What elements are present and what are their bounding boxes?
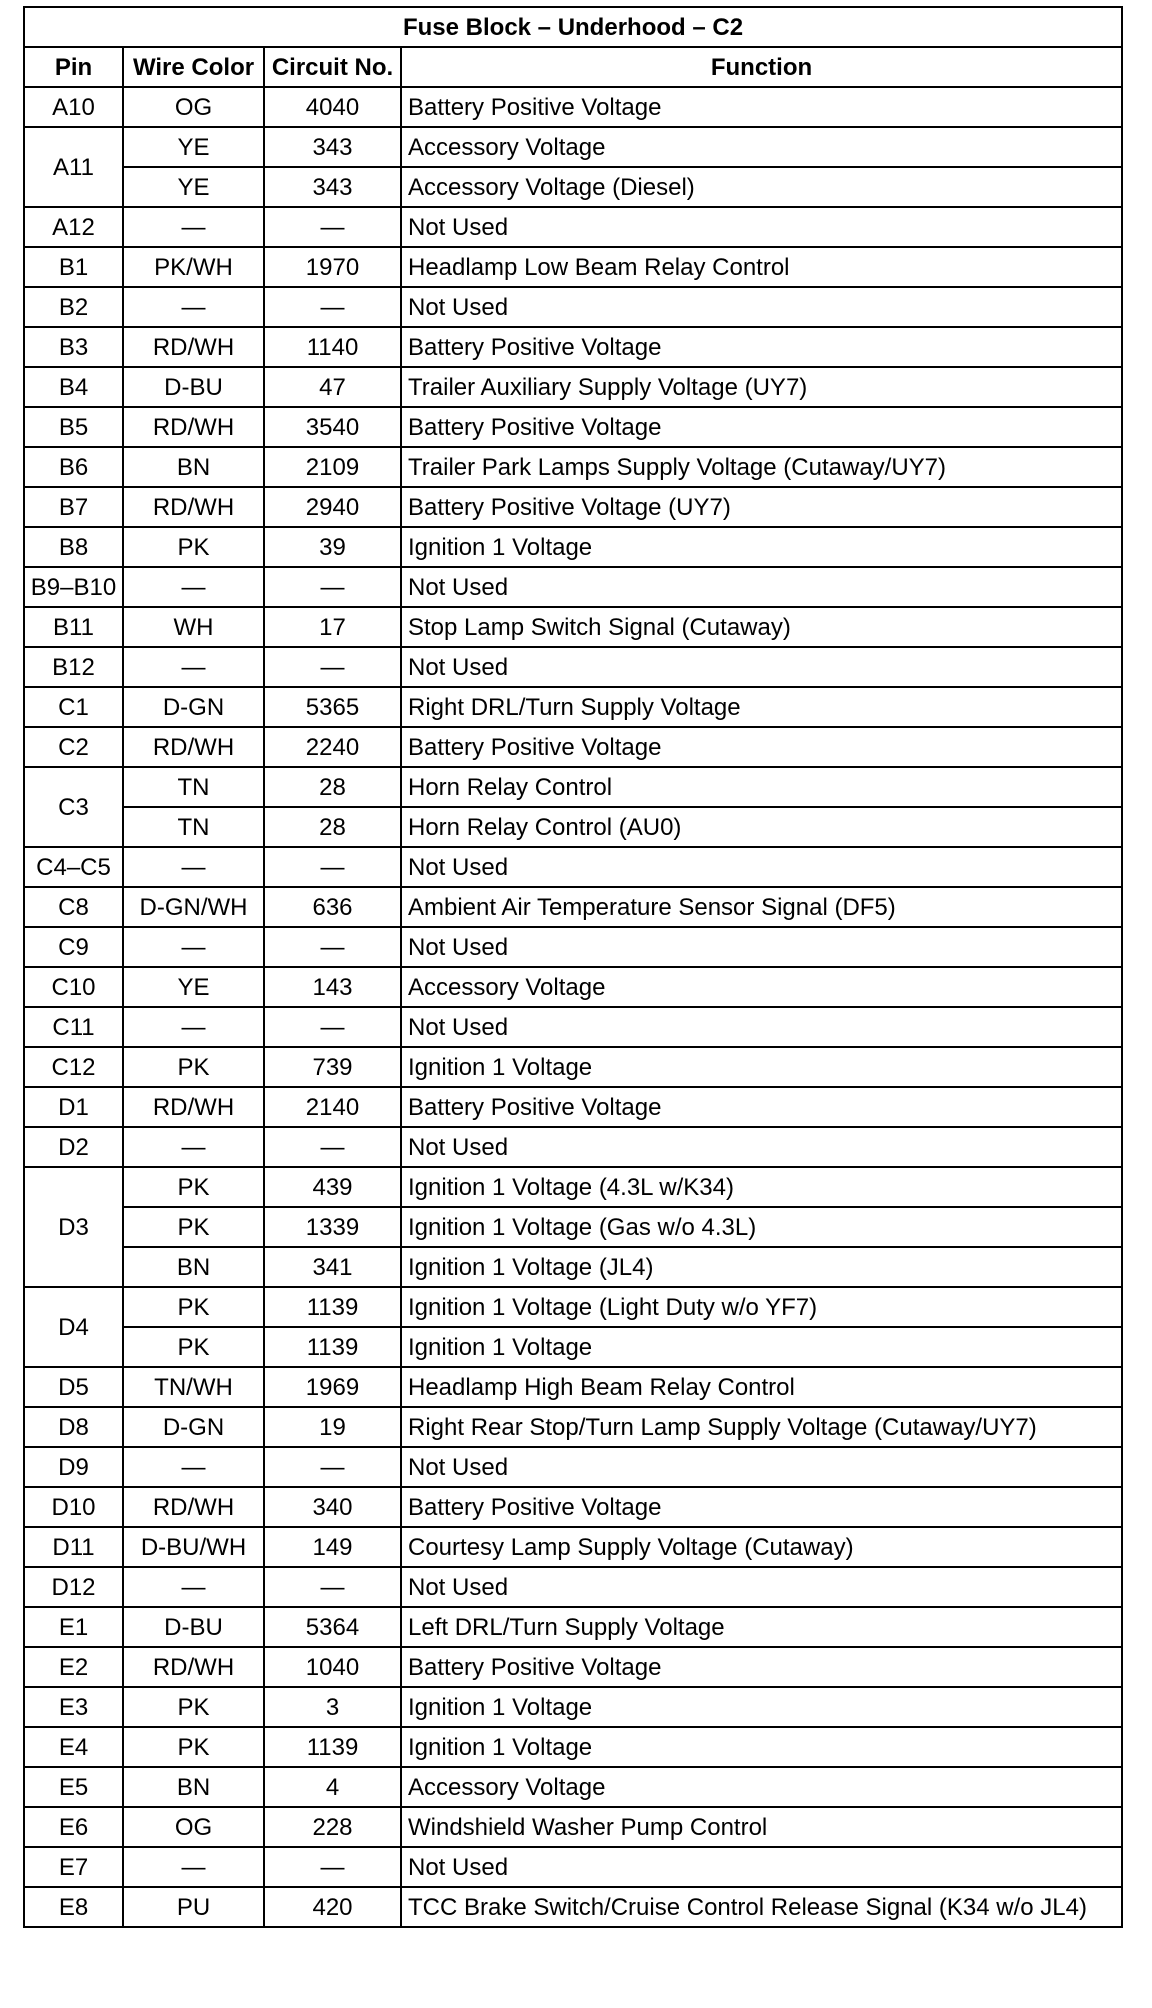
- function-cell: Battery Positive Voltage: [401, 87, 1122, 127]
- circuit-no-cell: 28: [264, 807, 401, 847]
- wire-color-cell: —: [123, 927, 264, 967]
- table-row: [24, 1287, 1122, 1327]
- circuit-no-cell: 149: [264, 1527, 401, 1567]
- circuit-no-cell: 4040: [264, 87, 401, 127]
- function-cell: Ignition 1 Voltage: [401, 527, 1122, 567]
- circuit-no-cell: 636: [264, 887, 401, 927]
- header-wire-color: Wire Color: [123, 47, 264, 87]
- circuit-no-cell: 5365: [264, 687, 401, 727]
- wire-color-cell: —: [123, 847, 264, 887]
- table-row: [24, 247, 1122, 287]
- pin-cell: E6: [24, 1807, 123, 1847]
- function-cell: Ignition 1 Voltage: [401, 1687, 1122, 1727]
- pin-cell: D1: [24, 1087, 123, 1127]
- pin-cell: D2: [24, 1127, 123, 1167]
- table-row: [24, 847, 1122, 887]
- wire-color-cell: BN: [123, 447, 264, 487]
- pin-cell: B12: [24, 647, 123, 687]
- wire-color-cell: D-GN/WH: [123, 887, 264, 927]
- wire-color-cell: OG: [123, 87, 264, 127]
- table-row: [24, 767, 1122, 807]
- circuit-no-cell: 3: [264, 1687, 401, 1727]
- wire-color-cell: —: [123, 1447, 264, 1487]
- wire-color-cell: PK: [123, 527, 264, 567]
- circuit-no-cell: 1140: [264, 327, 401, 367]
- pin-cell: E5: [24, 1767, 123, 1807]
- function-cell: Right DRL/Turn Supply Voltage: [401, 687, 1122, 727]
- pin-cell: B8: [24, 527, 123, 567]
- pin-cell: E3: [24, 1687, 123, 1727]
- wire-color-cell: —: [123, 647, 264, 687]
- wire-color-cell: RD/WH: [123, 1487, 264, 1527]
- function-cell: Ignition 1 Voltage: [401, 1327, 1122, 1367]
- table-row: [24, 1167, 1122, 1207]
- circuit-no-cell: 341: [264, 1247, 401, 1287]
- table-row: [24, 1047, 1122, 1087]
- table-row: [24, 1887, 1122, 1927]
- table-title: Fuse Block – Underhood – C2: [24, 7, 1122, 47]
- table-row: [24, 127, 1122, 167]
- wire-color-cell: —: [123, 287, 264, 327]
- function-cell: Trailer Auxiliary Supply Voltage (UY7): [401, 367, 1122, 407]
- function-cell: Trailer Park Lamps Supply Voltage (Cutaway/UY7): [401, 447, 1122, 487]
- function-cell: Horn Relay Control: [401, 767, 1122, 807]
- table-row: [24, 967, 1122, 1007]
- wire-color-cell: PK: [123, 1727, 264, 1767]
- circuit-no-cell: —: [264, 287, 401, 327]
- function-cell: Battery Positive Voltage: [401, 1087, 1122, 1127]
- function-cell: Courtesy Lamp Supply Voltage (Cutaway): [401, 1527, 1122, 1567]
- circuit-no-cell: 1339: [264, 1207, 401, 1247]
- function-cell: Stop Lamp Switch Signal (Cutaway): [401, 607, 1122, 647]
- function-cell: Ignition 1 Voltage (4.3L w/K34): [401, 1167, 1122, 1207]
- function-cell: Not Used: [401, 1127, 1122, 1167]
- table-row: [24, 167, 1122, 207]
- table-row: [24, 687, 1122, 727]
- table-row: [24, 87, 1122, 127]
- table-row: [24, 1527, 1122, 1567]
- circuit-no-cell: 28: [264, 767, 401, 807]
- pin-cell: E4: [24, 1727, 123, 1767]
- pin-cell: C11: [24, 1007, 123, 1047]
- pin-cell: D10: [24, 1487, 123, 1527]
- pin-cell: D12: [24, 1567, 123, 1607]
- table-row: [24, 1727, 1122, 1767]
- wire-color-cell: PK: [123, 1687, 264, 1727]
- function-cell: Ignition 1 Voltage: [401, 1727, 1122, 1767]
- table-row: [24, 1687, 1122, 1727]
- circuit-no-cell: —: [264, 1007, 401, 1047]
- pin-cell: E8: [24, 1887, 123, 1927]
- table-row: [24, 1127, 1122, 1167]
- function-cell: TCC Brake Switch/Cruise Control Release Signal (K34 w/o JL4): [401, 1887, 1122, 1927]
- header-circuit-no: Circuit No.: [264, 47, 401, 87]
- circuit-no-cell: —: [264, 1567, 401, 1607]
- function-cell: Accessory Voltage (Diesel): [401, 167, 1122, 207]
- circuit-no-cell: —: [264, 207, 401, 247]
- wire-color-cell: D-BU: [123, 1607, 264, 1647]
- function-cell: Not Used: [401, 1567, 1122, 1607]
- function-cell: Accessory Voltage: [401, 127, 1122, 167]
- function-cell: Horn Relay Control (AU0): [401, 807, 1122, 847]
- function-cell: Ambient Air Temperature Sensor Signal (DF5): [401, 887, 1122, 927]
- wire-color-cell: TN: [123, 767, 264, 807]
- circuit-no-cell: 1970: [264, 247, 401, 287]
- wire-color-cell: RD/WH: [123, 727, 264, 767]
- pin-cell: C3: [24, 767, 123, 847]
- function-cell: Not Used: [401, 647, 1122, 687]
- wire-color-cell: PK: [123, 1047, 264, 1087]
- wire-color-cell: PU: [123, 1887, 264, 1927]
- circuit-no-cell: 2240: [264, 727, 401, 767]
- pin-cell: C10: [24, 967, 123, 1007]
- wire-color-cell: TN/WH: [123, 1367, 264, 1407]
- pin-cell: B2: [24, 287, 123, 327]
- circuit-no-cell: 4: [264, 1767, 401, 1807]
- wire-color-cell: PK: [123, 1167, 264, 1207]
- table-row: [24, 1407, 1122, 1447]
- circuit-no-cell: —: [264, 1447, 401, 1487]
- function-cell: Ignition 1 Voltage (Light Duty w/o YF7): [401, 1287, 1122, 1327]
- pin-cell: D8: [24, 1407, 123, 1447]
- wire-color-cell: RD/WH: [123, 1087, 264, 1127]
- pin-cell: D3: [24, 1167, 123, 1287]
- circuit-no-cell: 739: [264, 1047, 401, 1087]
- table-row: [24, 407, 1122, 447]
- wire-color-cell: RD/WH: [123, 407, 264, 447]
- circuit-no-cell: —: [264, 567, 401, 607]
- circuit-no-cell: —: [264, 1127, 401, 1167]
- table-row: [24, 1847, 1122, 1887]
- table-row: [24, 607, 1122, 647]
- wire-color-cell: OG: [123, 1807, 264, 1847]
- wire-color-cell: D-BU: [123, 367, 264, 407]
- circuit-no-cell: —: [264, 847, 401, 887]
- circuit-no-cell: 1040: [264, 1647, 401, 1687]
- table-row: [24, 447, 1122, 487]
- wire-color-cell: YE: [123, 127, 264, 167]
- circuit-no-cell: 17: [264, 607, 401, 647]
- table-body: [24, 87, 1122, 1927]
- function-cell: Left DRL/Turn Supply Voltage: [401, 1607, 1122, 1647]
- wire-color-cell: —: [123, 1127, 264, 1167]
- wire-color-cell: D-GN: [123, 1407, 264, 1447]
- wire-color-cell: —: [123, 1567, 264, 1607]
- table-head: [24, 7, 1122, 87]
- wire-color-cell: D-BU/WH: [123, 1527, 264, 1567]
- function-cell: Battery Positive Voltage (UY7): [401, 487, 1122, 527]
- table-row: [24, 1807, 1122, 1847]
- table-row: [24, 1327, 1122, 1367]
- circuit-no-cell: 19: [264, 1407, 401, 1447]
- table-row: [24, 1647, 1122, 1687]
- function-cell: Ignition 1 Voltage (JL4): [401, 1247, 1122, 1287]
- function-cell: Not Used: [401, 1847, 1122, 1887]
- pin-cell: B1: [24, 247, 123, 287]
- table-row: [24, 1007, 1122, 1047]
- table-row: [24, 1607, 1122, 1647]
- table-row: [24, 1487, 1122, 1527]
- wire-color-cell: PK: [123, 1287, 264, 1327]
- function-cell: Not Used: [401, 287, 1122, 327]
- function-cell: Not Used: [401, 847, 1122, 887]
- function-cell: Ignition 1 Voltage: [401, 1047, 1122, 1087]
- table-row: [24, 327, 1122, 367]
- function-cell: Right Rear Stop/Turn Lamp Supply Voltage (Cutaway/UY7): [401, 1407, 1122, 1447]
- header-pin: Pin: [24, 47, 123, 87]
- pin-cell: D5: [24, 1367, 123, 1407]
- table-row: [24, 807, 1122, 847]
- function-cell: Not Used: [401, 207, 1122, 247]
- wire-color-cell: TN: [123, 807, 264, 847]
- pin-cell: E2: [24, 1647, 123, 1687]
- pin-cell: B4: [24, 367, 123, 407]
- table-row: [24, 567, 1122, 607]
- function-cell: Battery Positive Voltage: [401, 727, 1122, 767]
- table-row: [24, 207, 1122, 247]
- function-cell: Battery Positive Voltage: [401, 407, 1122, 447]
- wire-color-cell: —: [123, 1007, 264, 1047]
- pin-cell: E1: [24, 1607, 123, 1647]
- circuit-no-cell: 2140: [264, 1087, 401, 1127]
- circuit-no-cell: 1139: [264, 1287, 401, 1327]
- table-row: [24, 927, 1122, 967]
- table-row: [24, 367, 1122, 407]
- table-row: [24, 1247, 1122, 1287]
- circuit-no-cell: 2940: [264, 487, 401, 527]
- pin-cell: B11: [24, 607, 123, 647]
- function-cell: Headlamp Low Beam Relay Control: [401, 247, 1122, 287]
- pin-cell: E7: [24, 1847, 123, 1887]
- pin-cell: B9–B10: [24, 567, 123, 607]
- pin-cell: B3: [24, 327, 123, 367]
- circuit-no-cell: 3540: [264, 407, 401, 447]
- table-row: [24, 1447, 1122, 1487]
- wire-color-cell: —: [123, 1847, 264, 1887]
- wire-color-cell: PK: [123, 1207, 264, 1247]
- function-cell: Not Used: [401, 1447, 1122, 1487]
- pin-cell: B7: [24, 487, 123, 527]
- circuit-no-cell: 47: [264, 367, 401, 407]
- pin-cell: B6: [24, 447, 123, 487]
- pin-cell: C9: [24, 927, 123, 967]
- table-row: [24, 887, 1122, 927]
- pin-cell: D9: [24, 1447, 123, 1487]
- circuit-no-cell: —: [264, 647, 401, 687]
- function-cell: Not Used: [401, 1007, 1122, 1047]
- pin-cell: D11: [24, 1527, 123, 1567]
- table-row: [24, 1087, 1122, 1127]
- wire-color-cell: WH: [123, 607, 264, 647]
- pin-cell: C8: [24, 887, 123, 927]
- table-row: [24, 487, 1122, 527]
- wire-color-cell: PK: [123, 1327, 264, 1367]
- wire-color-cell: RD/WH: [123, 327, 264, 367]
- circuit-no-cell: 343: [264, 167, 401, 207]
- circuit-no-cell: 5364: [264, 1607, 401, 1647]
- table-row: [24, 1367, 1122, 1407]
- pin-cell: A12: [24, 207, 123, 247]
- pin-cell: C1: [24, 687, 123, 727]
- wire-color-cell: D-GN: [123, 687, 264, 727]
- wire-color-cell: RD/WH: [123, 1647, 264, 1687]
- function-cell: Not Used: [401, 567, 1122, 607]
- wire-color-cell: BN: [123, 1767, 264, 1807]
- wire-color-cell: PK/WH: [123, 247, 264, 287]
- circuit-no-cell: 1969: [264, 1367, 401, 1407]
- table-row: [24, 1567, 1122, 1607]
- wire-color-cell: RD/WH: [123, 487, 264, 527]
- fuse-block-table: [23, 6, 1123, 1928]
- function-cell: Windshield Washer Pump Control: [401, 1807, 1122, 1847]
- circuit-no-cell: 39: [264, 527, 401, 567]
- circuit-no-cell: 420: [264, 1887, 401, 1927]
- pin-cell: C2: [24, 727, 123, 767]
- pin-cell: C4–C5: [24, 847, 123, 887]
- function-cell: Battery Positive Voltage: [401, 1487, 1122, 1527]
- circuit-no-cell: 228: [264, 1807, 401, 1847]
- function-cell: Accessory Voltage: [401, 1767, 1122, 1807]
- circuit-no-cell: —: [264, 1847, 401, 1887]
- circuit-no-cell: —: [264, 927, 401, 967]
- circuit-no-cell: 343: [264, 127, 401, 167]
- table-row: [24, 1207, 1122, 1247]
- wire-color-cell: —: [123, 567, 264, 607]
- pin-cell: C12: [24, 1047, 123, 1087]
- table-row: [24, 1767, 1122, 1807]
- pin-cell: A10: [24, 87, 123, 127]
- function-cell: Headlamp High Beam Relay Control: [401, 1367, 1122, 1407]
- circuit-no-cell: 340: [264, 1487, 401, 1527]
- pin-cell: D4: [24, 1287, 123, 1367]
- header-row: [24, 47, 1122, 87]
- function-cell: Accessory Voltage: [401, 967, 1122, 1007]
- table-row: [24, 727, 1122, 767]
- circuit-no-cell: 2109: [264, 447, 401, 487]
- circuit-no-cell: 1139: [264, 1727, 401, 1767]
- pin-cell: A11: [24, 127, 123, 207]
- function-cell: Not Used: [401, 927, 1122, 967]
- pin-cell: B5: [24, 407, 123, 447]
- circuit-no-cell: 1139: [264, 1327, 401, 1367]
- wire-color-cell: BN: [123, 1247, 264, 1287]
- circuit-no-cell: 143: [264, 967, 401, 1007]
- header-function: Function: [401, 47, 1122, 87]
- wire-color-cell: YE: [123, 967, 264, 1007]
- table-row: [24, 647, 1122, 687]
- title-row: [24, 7, 1122, 47]
- wire-color-cell: —: [123, 207, 264, 247]
- table-row: [24, 287, 1122, 327]
- circuit-no-cell: 439: [264, 1167, 401, 1207]
- function-cell: Battery Positive Voltage: [401, 1647, 1122, 1687]
- function-cell: Ignition 1 Voltage (Gas w/o 4.3L): [401, 1207, 1122, 1247]
- wire-color-cell: YE: [123, 167, 264, 207]
- table-row: [24, 527, 1122, 567]
- function-cell: Battery Positive Voltage: [401, 327, 1122, 367]
